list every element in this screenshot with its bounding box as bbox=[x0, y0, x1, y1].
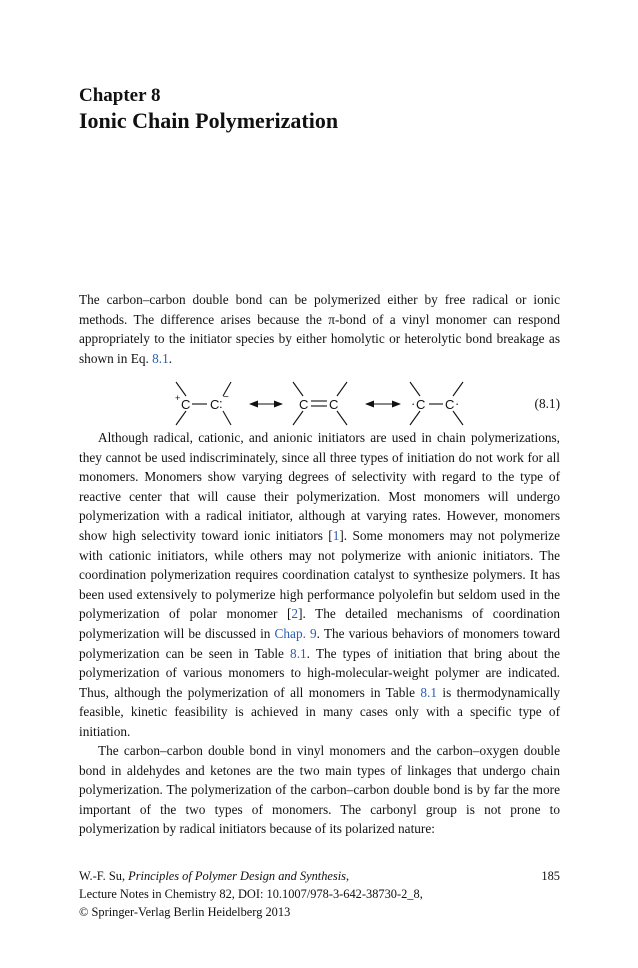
paragraph-text: ]. The detailed mechanisms of coordination polymerization will be discussed in bbox=[79, 606, 560, 641]
carbon-atom: C bbox=[416, 397, 426, 412]
bond-line bbox=[293, 382, 303, 396]
arrowhead-right bbox=[392, 401, 401, 408]
paragraph-text: . The types of initiation that bring about the polymerization of various monomers to high-molecular-weight polymer are indicated. Thus, although the polymerization of all monomers in Table bbox=[79, 645, 560, 700]
footer-comma: , bbox=[346, 869, 350, 883]
chapter-label: Chapter 8 bbox=[79, 85, 161, 106]
bond-line bbox=[410, 382, 420, 396]
equation-number: (8.1) bbox=[534, 396, 560, 411]
chapter-ref-link[interactable]: Chap. 9 bbox=[274, 625, 317, 641]
bond-line bbox=[337, 411, 347, 425]
paragraph-intro-text: The carbon–carbon double bond can be polymerized either by free radical or ionic methods. The difference arises because the π-bond of a vinyl monomer can respond appropriately to the initiator species by either homolytic or heterolytic bond breakage as shown in Eq. bbox=[79, 292, 560, 366]
footer-series: Lecture Notes in Chemistry 82, DOI: 10.1007/978-3-642-38730-2_8, bbox=[79, 886, 423, 901]
carbon-atom: C bbox=[299, 397, 309, 412]
page-number: 185 bbox=[541, 869, 560, 883]
anion-charge: − bbox=[223, 392, 229, 403]
footer-book-title: Principles of Polymer Design and Synthesis bbox=[128, 869, 346, 883]
radical-dot: · bbox=[411, 396, 416, 411]
paragraph-intro-end: . bbox=[168, 350, 173, 366]
footer-author: W.-F. Su, bbox=[79, 869, 129, 883]
equation-8-1 bbox=[79, 370, 560, 436]
table-ref-link[interactable]: 8.1 bbox=[420, 684, 438, 700]
table-ref-link[interactable]: 8.1 bbox=[290, 645, 307, 661]
arrowhead-left bbox=[365, 401, 374, 408]
citation-link[interactable]: 2 bbox=[291, 606, 299, 622]
chapter-title: Ionic Chain Polymerization bbox=[79, 108, 339, 133]
bond-line bbox=[337, 382, 347, 396]
carbon-atom: C bbox=[445, 397, 455, 412]
lone-pair: : bbox=[219, 396, 223, 411]
paragraph-double-bonds: The carbon–carbon double bond in vinyl monomers and the carbon–oxygen double bond in aldehydes and ketones are the two main types of linkages that undergo chain polymerization. The polymerization of the carbon–carbon double bond is by far the more important of the two types of monomers. The carbonyl group is not prone to polymerization by radical initiators because of its polarized nature: bbox=[79, 743, 560, 837]
carbon-atom: C bbox=[210, 397, 220, 412]
paragraph-initiators bbox=[79, 428, 560, 742]
carbon-atom: C bbox=[181, 397, 191, 412]
paragraph-intro bbox=[79, 290, 560, 368]
arrowhead-left bbox=[249, 401, 258, 408]
carbon-atom: C bbox=[329, 397, 339, 412]
page-footer bbox=[79, 868, 560, 921]
bond-line bbox=[453, 411, 463, 425]
resonance-structures-diagram bbox=[79, 370, 519, 436]
bond-line bbox=[293, 411, 303, 425]
radical-dot: · bbox=[455, 396, 460, 411]
citation-link[interactable]: 1 bbox=[332, 527, 340, 543]
arrowhead-right bbox=[274, 401, 283, 408]
paragraph-text: . The various behaviors of monomers toward polymerization can be seen in Table bbox=[79, 625, 560, 661]
cation-charge: + bbox=[175, 393, 181, 403]
paragraph-text: ]. Some monomers may not polymerize with cationic initiators, while others may not polymerize with anionic initiators. The coordination polymerization requires coordination catalyst to synthesize polymers. It has been used extensively to polymerize high performance polyolefin but seldom used in the polymerization of polar monomer [ bbox=[79, 527, 560, 622]
bond-line bbox=[176, 411, 186, 425]
paragraph-text: is thermodynamically feasible, kinetic feasibility is achieved in many cases only with a specific type of initiation. bbox=[79, 684, 560, 739]
paragraph-text: Although radical, cationic, and anionic initiators are used in chain polymerizations, they cannot be used indiscriminately, since all three types of initiation do not work for all monomers. Monomers show varying degrees of selectivity with regard to the type of reactive center that will cause their polymerization. Most monomers will undergo polymerization with a radical initiator, although at varying rates. However, monomers show high selectivity toward ionic initiators [ bbox=[79, 430, 560, 543]
bond-line bbox=[223, 411, 231, 425]
footer-citation bbox=[79, 868, 560, 886]
equation-ref-link[interactable]: 8.1 bbox=[152, 350, 169, 366]
bond-line bbox=[453, 382, 463, 396]
footer-copyright: © Springer-Verlag Berlin Heidelberg 2013 bbox=[79, 904, 291, 919]
bond-line bbox=[410, 411, 420, 425]
